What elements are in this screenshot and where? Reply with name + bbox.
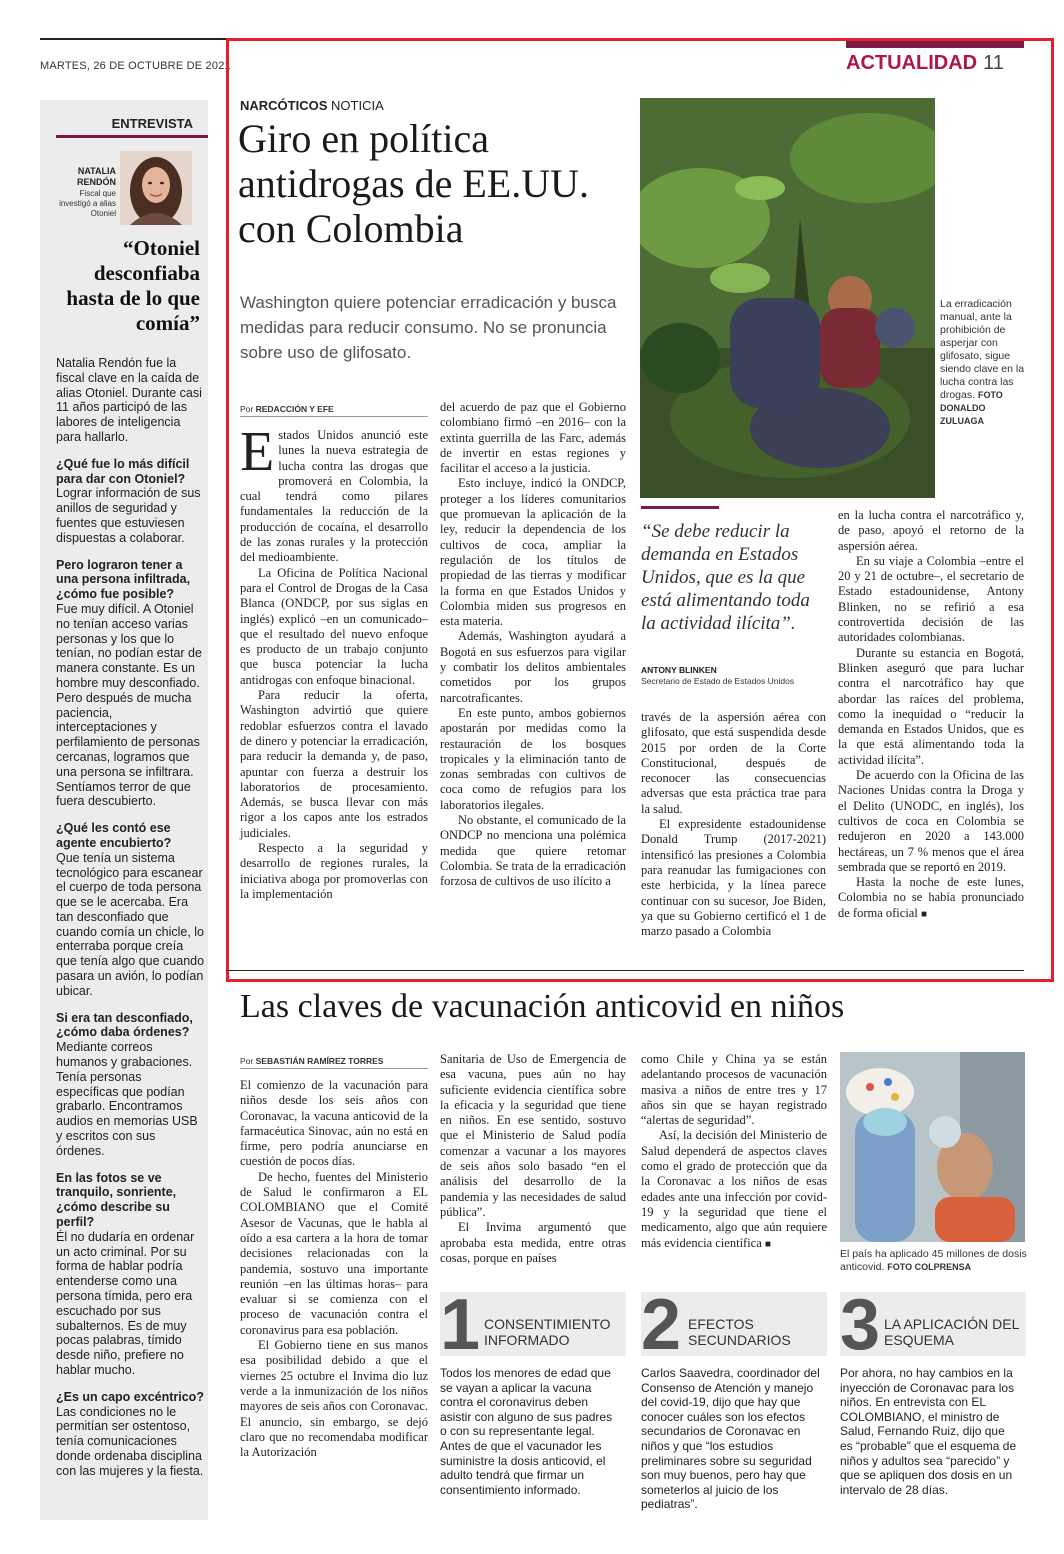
article-subhead: Washington quiere potenciar erradicación y busca medidas para reducir consumo. No se pronuncia sobre uso de glifosato. [240,293,617,362]
key-2-label: EFECTOS SECUNDARIOS [688,1316,791,1348]
key-2-number: 2 [641,1285,682,1365]
article-divider [226,970,1024,971]
paragraph: Durante su estancia en Bogotá, Blinken aseguró que para luchar contra el narcotráfico hay que abordar las raíces del problema, como la inequidad o “reducir la demanda en Estados Unidos, que es la que está alimentando toda la actividad ilícita”. [838,645,1024,767]
section-name: ACTUALIDAD [846,52,978,74]
paragraph: Además, Washington ayudará a Bogotá en sus esfuerzos para vigilar y combatir los delitos ambientales cometidos por los grupos narcotraficantes. [440,629,626,705]
key-3-label: LA APLICACIÓN DEL ESQUEMA [884,1316,1019,1348]
key-3-number: 3 [840,1285,881,1365]
byline-prefix: Por [240,404,254,414]
interview-answer: Las condiciones no le permitían ser ostentoso, tenía comunicaciones donde ordenaba disciplina con las mujeres y la fiesta. [56,1404,204,1478]
byline-author: SEBASTIÁN RAMÍREZ TORRES [255,1056,384,1066]
photo2-caption-text: El país ha aplicado 45 millones de dosis anticovid. [840,1248,1027,1273]
interview-answer: Mediante correos humanos y grabaciones. Tenía personas específicas que podían grabarlo. Encontramos audios en memorias USB y escritos con sus órdenes. [56,1040,198,1158]
kicker-topic: NARCÓTICOS [240,98,328,113]
end-mark: ■ [764,1238,771,1250]
key-1-label: CONSENTIMIENTO INFORMADO [484,1316,611,1348]
article-headline: Giro en política antidrogas de EE.UU. con Colombia [238,116,590,251]
interviewee-portrait [120,151,192,225]
article2-column-3 [641,1052,827,1252]
byline-prefix: Por [240,1056,254,1066]
highlight-box [226,38,1054,982]
paragraph: El Invima argumentó que aprobaba esta medida, entre otras cosas, porque en países [440,1220,626,1265]
paragraph: stados Unidos anunció este lunes la nueva estrategia de lucha contra las drogas que promoverá en Colombia, la cual tendrá como pilares fundamentales la reducción de la producción de cocaína, el desarrollo de las zonas rurales y la protección del medioambiente. [240,428,428,565]
end-mark: ■ [920,908,927,920]
paragraph: Esto incluye, indicó la ONDCP, proteger a los líderes comunitarios que promuevan la aplicación de la ley, reducir la dependencia de los cultivos de coca, ampliar la regulación de los títulos de propiedad de las tierras y modificar la forma en que Estados Unidos y Colombia miden sus progresos en esta materia. [440,476,626,629]
interview-answer: Fue muy difícil. A Otoniel no tenían acceso varias personas y los que lo tenían, no podían estar de manera constante. Es un hombre muy desconfiado. Pero después de mucha paciencia, interceptaciones y perfilamiento de personas cercanas, logramos que una persona se infiltrara. Sentíamos terror de que fuera descubierto. [56,601,202,809]
kicker-type: NOTICIA [331,98,384,113]
interview-answer: Lograr información de sus anillos de seguridad y fuentes que estuviesen dispuestas a colaborar. [56,486,201,545]
paragraph: No obstante, el comunicado de la ONDCP no menciona una polémica medida que quiere retomar Colombia. Se trata de la erradicación forzosa de cultivos de uso ilícito a [440,813,626,889]
interviewee-description: Fiscal que investigó a alias Otoniel [59,189,116,218]
paragraph: en la lucha contra el narcotráfico y, de paso, apoyó el retorno de la aspersión aérea. [838,508,1024,553]
pullquote-author-role: Secretario de Estado de Estados Unidos [641,676,795,686]
photo-caption-text: La erradicación manual, ante la prohibición de asperjar con glifosato, sigue siendo clave en la lucha contra las drogas. [940,298,1025,401]
interviewee-name: NATALIA RENDÓN [76,166,116,187]
photo2-credit: FOTO COLPRENSA [887,1262,972,1272]
interview-question: ¿Qué fue lo más difícil para dar con Otoniel? [56,456,190,486]
photo2-caption [840,1248,1028,1274]
paragraph: En este punto, ambos gobiernos apostarán por medidas como la restauración de los bosques tropicales y la eliminación tanto de zonas sembradas con cultivos de coca como de refugios para los laboratorios ilegales. [440,705,626,812]
interview-question: ¿Qué les contó ese agente encubierto? [56,821,172,850]
interview-question: ¿Es un capo excéntrico? [56,1389,204,1404]
article2-column-1 [240,1078,428,1460]
paragraph: Hasta la noche de este lunes, Colombia no se había pronunciado de forma oficial [838,875,1024,920]
photo-credit: FOTO DONALDO ZULUAGA [940,390,1003,426]
paragraph: Sanitaria de Uso de Emergencia de esa vacuna, pues aún no hay suficiente evidencia científica sobre la eficacia y la seguridad que tiene en niños. En ese sentido, sostuvo que el Ministerio de Salud podía comenzar a vacunar a los mayores de seis años solo basado “en el análisis del desarrollo de la pandemia y las necesidades de salud pública”. [440,1052,626,1219]
key-1-text: Todos los menores de edad que se vayan a aplicar la vacuna contra el coronavirus deben asistir con alguno de sus padres o con su representante legal. Antes de que el vacunador les suministre la dosis anticovid, el adulto tendrá que firmar un consentimiento informado. [440,1366,613,1497]
byline-author: REDACCIÓN Y EFE [255,404,334,414]
child-vaccination-photo [840,1052,1025,1242]
sidebar-quote: “Otoniel desconfiaba hasta de lo que comía” [66,236,200,335]
paragraph: En su viaje a Colombia –entre el 20 y 21 de octubre–, el secretario de Estado estadounidense, Antony Blinken, no se refirió a esa controvertida decisión de las autoridades colombianas. [838,553,1024,645]
page-number: 11 [983,52,1004,74]
byline-rule [240,1068,428,1069]
key-3-text: Por ahora, no hay cambios en la inyección de Coronavac para los niños. En entrevista con EL COLOMBIANO, el ministro de Salud, Fernando Ruiz, dijo que es “probable” que el esquema de niños y adultos sea “parecido” y que se apliquen dos dosis en un intervalo de 28 días. [840,1366,1017,1497]
pullquote-author: ANTONY BLINKEN [641,665,717,675]
paragraph: como Chile y China ya se están adelantando procesos de vacunación masiva a niños de entre tres y 17 años sin que se hayan registrado “alertas de seguridad”. [641,1052,827,1128]
drop-cap: E [240,421,275,483]
sidebar-intro: Natalia Rendón fue la fiscal clave en la caída de alias Otoniel. Durante casi 11 años participó de las labores de inteligencia para hallarlo. [56,356,202,444]
paragraph: través de la aspersión aérea con glifosato, que está suspendida desde 2015 por orden de la Corte Constitucional, después de reconocer las consecuencias adversas que esta práctica trae para la salud. [641,710,826,816]
paragraph: La Oficina de Política Nacional para el Control de Drogas de la Casa Blanca (ONDCP, por sus siglas en inglés) explicó –en un comunicado– que el resultado del nuevo enfoque es producto de un trabajo conjunto que busca potenciar la lucha antidrogas con enfoque binacional. [240,565,428,687]
article2-column-2 [440,1052,626,1266]
interview-answer: Que tenía un sistema tecnológico para escanear el cuerpo de toda persona que se le acercaba. Era tan desconfiado que cuando comía un chicle, lo enterraba porque creía que tenía algo que cuando pasara un avión, lo podían ubicar. [56,850,205,998]
paragraph: Respecto a la seguridad y desarrollo de regiones rurales, la iniciativa aboga por promoverlas con la implementación [240,841,428,901]
paragraph: del acuerdo de paz que el Gobierno colombiano firmó –en 2016– con la extinta guerrilla de las Farc, además de invertir en estas regiones y facilitar el acceso a la justicia. [440,400,626,476]
interview-question: Pero lograron tener a una persona infiltrada, ¿cómo fue posible? [56,557,191,602]
interview-question: Si era tan desconfiado, ¿cómo daba órdenes? [56,1010,193,1040]
dateline: MARTES, 26 DE OCTUBRE DE 2021 [40,60,231,72]
paragraph: De hecho, fuentes del Ministerio de Salud le confirmaron a EL COLOMBIANO que el Comité Asesor de Vacunas, que le habla al oído a esa cartera a la hora de tomar decisiones relacionadas con la pandemia, sostuvo una importante reunión –en las últimas horas– para evaluar si se comienza con el proceso de vacunación contra el coronavirus para esa población. [240,1169,428,1337]
key-2-text: Carlos Saavedra, coordinador del Consenso de Atención y manejo del covid-19, dijo que hay que conocer cuáles son los efectos secundarios de Coronavac en niños y que “los estudios preliminares sobre su seguridad son muy buenos, pero hay que someterlos al juicio de los pediatras”. [641,1366,820,1512]
interview-answer: Él no dudaría en ordenar un acto criminal. Por su forma de hablar podría entenderse como una persona tímida, pero era escuchado por sus subalternos. Es de muy pocas palabras, tímido desde niño, prefiere no hablar mucho. [56,1229,195,1377]
paragraph: El expresidente estadounidense Donald Trump (2017-2021) intensificó las presiones a Colombia para reanudar las fumigaciones con este herbicida, y la línea parece continuar con su sucesor, Joe Biden, ya que su Gobierno certificó el 1 de marzo pasado a Colombia [641,817,826,939]
paragraph: De acuerdo con la Oficina de las Naciones Unidas contra la Droga y el Delito (UNODC, en inglés), los cultivos de coca en Colombia se redujeron en 2020 a 143.000 hectáreas, un 7 % menos que el área sembrada que se reportó en 2019. [838,768,1024,874]
paragraph: Así, la decisión del Ministerio de Salud dependerá de aspectos claves como el grado de protección que da la Coronavac a los niños de esas edades ante una infección por covid-19 y la seguridad que tiene el medicamento, algo que aún requiere más evidencia científica [641,1128,827,1250]
article2-headline: Las claves de vacunación anticovid en niños [240,988,845,1025]
article2-byline [240,1056,383,1066]
interview-question: En las fotos se ve tranquilo, sonriente, ¿cómo describe su perfil? [56,1170,177,1230]
pullquote: “Se debe reducir la demanda en Estados Unidos, que es la que está alimentando toda la actividad ilícita”. [641,521,810,634]
paragraph: Para reducir la oferta, Washington advirtió que quiere redoblar esfuerzos contra el lavado de dinero y potenciar la erradicación, para reducir la demanda y, de paso, apuntar con fuerza a destruir los laboratorios de procesamiento. Además, se busca llevar con más rigor a los capos ante los estrados judiciales. [240,688,428,840]
sidebar-body [56,356,206,1479]
key-1-number: 1 [440,1285,481,1365]
paragraph: El Gobierno tiene en sus manos esa posibilidad debido a que el viernes 25 octubre el Invima dio luz verde a la inmunización de los niños mayores de seis años con Coronavac. El anuncio, sin embargo, se dejó claro que no recomendaba modificar la Autorización [240,1338,428,1460]
sidebar-kicker: ENTREVISTA [111,116,193,131]
sidebar-rule [56,135,208,138]
paragraph: El comienzo de la vacunación para niños desde los seis años con Coronavac, la vacuna anticovid de la farmacéutica Sinovac, aún no está en firme, pero podría anunciarse en cuestión de pocos días. [240,1078,428,1169]
